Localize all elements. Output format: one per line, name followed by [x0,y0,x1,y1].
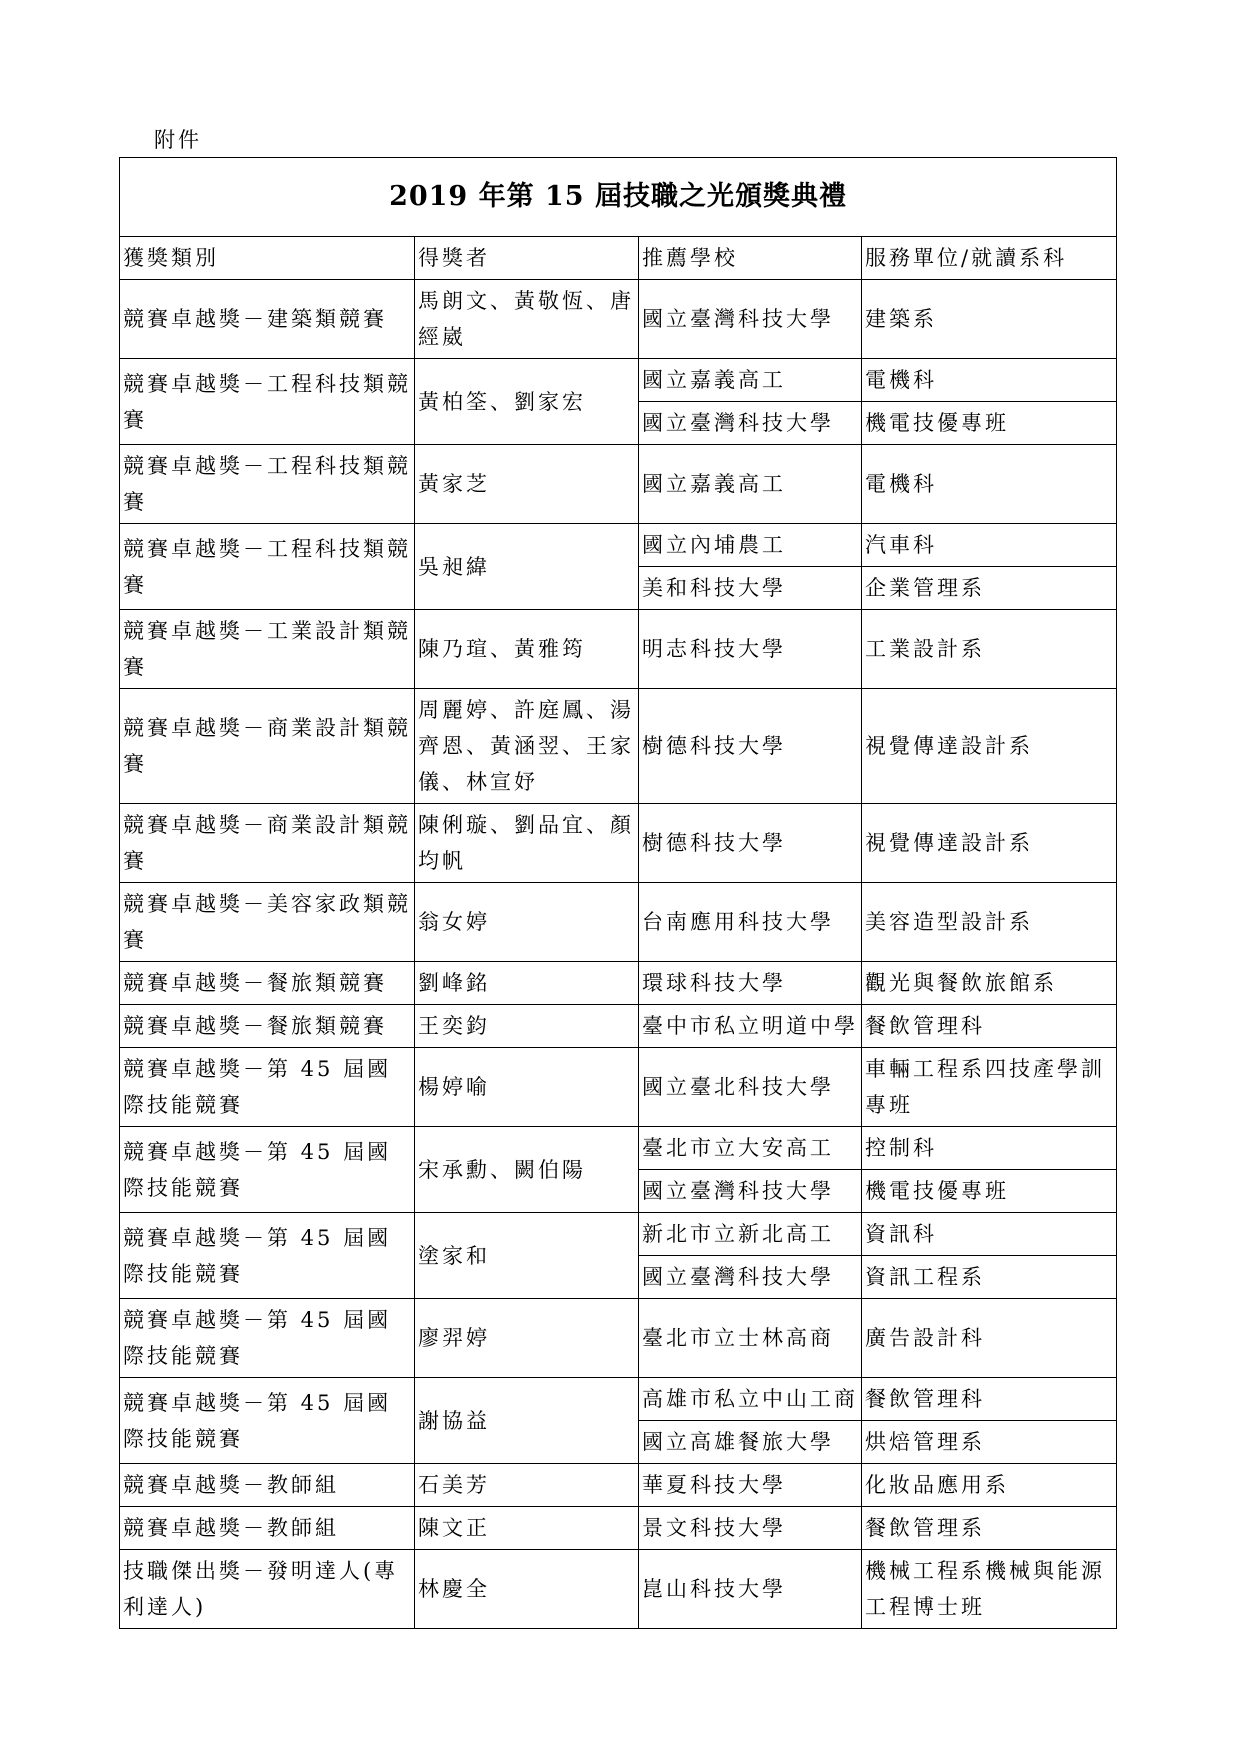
dept-cell: 機械工程系機械與能源工程博士班 [862,1550,1117,1629]
category-cell: 競賽卓越獎－工程科技類競賽 [120,445,415,524]
dept-cell: 電機科 [862,445,1117,524]
award-table-body [120,280,1117,1629]
category-cell: 競賽卓越獎－第 45 屆國際技能競賽 [120,1127,415,1213]
award-table [119,157,1117,1629]
header-dept: 服務單位/就讀系科 [862,237,1117,280]
school-cell: 樹德科技大學 [639,689,862,804]
category-cell: 競賽卓越獎－工程科技類競賽 [120,524,415,610]
table-row [120,1048,1117,1127]
dept-cell: 烘焙管理系 [862,1421,1117,1464]
winners-cell: 黃家芝 [415,445,639,524]
dept-cell: 資訊科 [862,1213,1117,1256]
school-cell: 臺中市私立明道中學 [639,1005,862,1048]
table-row [120,962,1117,1005]
category-cell: 競賽卓越獎－第 45 屆國際技能競賽 [120,1048,415,1127]
winners-cell: 王奕鈞 [415,1005,639,1048]
school-cell: 景文科技大學 [639,1507,862,1550]
dept-cell: 化妝品應用系 [862,1464,1117,1507]
category-cell: 競賽卓越獎－餐旅類競賽 [120,1005,415,1048]
school-cell: 國立臺灣科技大學 [639,1170,862,1213]
category-cell: 競賽卓越獎－教師組 [120,1464,415,1507]
school-cell: 崑山科技大學 [639,1550,862,1629]
table-row [120,280,1117,359]
dept-cell: 車輛工程系四技產學訓專班 [862,1048,1117,1127]
table-row [120,883,1117,962]
table-row [120,445,1117,524]
winners-cell: 謝協益 [415,1378,639,1464]
dept-cell: 機電技優專班 [862,402,1117,445]
dept-cell: 視覺傳達設計系 [862,804,1117,883]
winners-cell: 吳昶緯 [415,524,639,610]
dept-cell: 建築系 [862,280,1117,359]
category-cell: 競賽卓越獎－商業設計類競賽 [120,804,415,883]
dept-cell: 工業設計系 [862,610,1117,689]
category-cell: 技職傑出獎－發明達人(專利達人) [120,1550,415,1629]
winners-cell: 陳俐璇、劉品宜、顏均帆 [415,804,639,883]
category-cell: 競賽卓越獎－教師組 [120,1507,415,1550]
table-row [120,1213,1117,1256]
school-cell: 國立嘉義高工 [639,359,862,402]
school-cell: 明志科技大學 [639,610,862,689]
winners-cell: 塗家和 [415,1213,639,1299]
dept-cell: 廣告設計科 [862,1299,1117,1378]
school-cell: 國立嘉義高工 [639,445,862,524]
school-cell: 臺北市立士林高商 [639,1299,862,1378]
category-cell: 競賽卓越獎－第 45 屆國際技能競賽 [120,1378,415,1464]
dept-cell: 企業管理系 [862,567,1117,610]
winners-cell: 周麗婷、許庭鳳、湯齊恩、黃涵翌、王家儀、林宣妤 [415,689,639,804]
category-cell: 競賽卓越獎－第 45 屆國際技能競賽 [120,1213,415,1299]
table-row [120,1550,1117,1629]
winners-cell: 陳文正 [415,1507,639,1550]
dept-cell: 控制科 [862,1127,1117,1170]
dept-cell: 美容造型設計系 [862,883,1117,962]
school-cell: 國立高雄餐旅大學 [639,1421,862,1464]
category-cell: 競賽卓越獎－建築類競賽 [120,280,415,359]
table-row [120,1464,1117,1507]
category-cell: 競賽卓越獎－商業設計類競賽 [120,689,415,804]
table-row [120,1378,1117,1421]
dept-cell: 餐飲管理科 [862,1005,1117,1048]
header-school: 推薦學校 [639,237,862,280]
winners-cell: 廖羿婷 [415,1299,639,1378]
category-cell: 競賽卓越獎－工程科技類競賽 [120,359,415,445]
table-row [120,804,1117,883]
header-winners: 得獎者 [415,237,639,280]
school-cell: 高雄市私立中山工商 [639,1378,862,1421]
school-cell: 國立臺灣科技大學 [639,280,862,359]
winners-cell: 林慶全 [415,1550,639,1629]
table-row [120,359,1117,402]
winners-cell: 劉峰銘 [415,962,639,1005]
dept-cell: 觀光與餐飲旅館系 [862,962,1117,1005]
winners-cell: 楊婷喻 [415,1048,639,1127]
dept-cell: 餐飲管理系 [862,1507,1117,1550]
table-row [120,524,1117,567]
dept-cell: 電機科 [862,359,1117,402]
school-cell: 樹德科技大學 [639,804,862,883]
dept-cell: 機電技優專班 [862,1170,1117,1213]
school-cell: 國立臺灣科技大學 [639,1256,862,1299]
winners-cell: 陳乃瑄、黃雅筠 [415,610,639,689]
table-row [120,1299,1117,1378]
school-cell: 新北市立新北高工 [639,1213,862,1256]
winners-cell: 馬朗文、黃敬恆、唐經崴 [415,280,639,359]
category-cell: 競賽卓越獎－工業設計類競賽 [120,610,415,689]
category-cell: 競賽卓越獎－餐旅類競賽 [120,962,415,1005]
winners-cell: 石美芳 [415,1464,639,1507]
school-cell: 臺北市立大安高工 [639,1127,862,1170]
table-row [120,1507,1117,1550]
table-row [120,1127,1117,1170]
dept-cell: 汽車科 [862,524,1117,567]
table-row [120,1005,1117,1048]
school-cell: 美和科技大學 [639,567,862,610]
attachment-label: 附件 [154,128,202,152]
category-cell: 競賽卓越獎－美容家政類競賽 [120,883,415,962]
dept-cell: 餐飲管理科 [862,1378,1117,1421]
table-title: 2019 年第 15 屆技職之光頒獎典禮 [120,158,1117,237]
table-row [120,689,1117,804]
school-cell: 華夏科技大學 [639,1464,862,1507]
dept-cell: 視覺傳達設計系 [862,689,1117,804]
school-cell: 國立內埔農工 [639,524,862,567]
winners-cell: 翁女婷 [415,883,639,962]
school-cell: 國立臺灣科技大學 [639,402,862,445]
winners-cell: 黃柏筌、劉家宏 [415,359,639,445]
dept-cell: 資訊工程系 [862,1256,1117,1299]
school-cell: 台南應用科技大學 [639,883,862,962]
header-category: 獲獎類別 [120,237,415,280]
school-cell: 環球科技大學 [639,962,862,1005]
school-cell: 國立臺北科技大學 [639,1048,862,1127]
category-cell: 競賽卓越獎－第 45 屆國際技能競賽 [120,1299,415,1378]
table-row [120,610,1117,689]
winners-cell: 宋承勳、闕伯陽 [415,1127,639,1213]
